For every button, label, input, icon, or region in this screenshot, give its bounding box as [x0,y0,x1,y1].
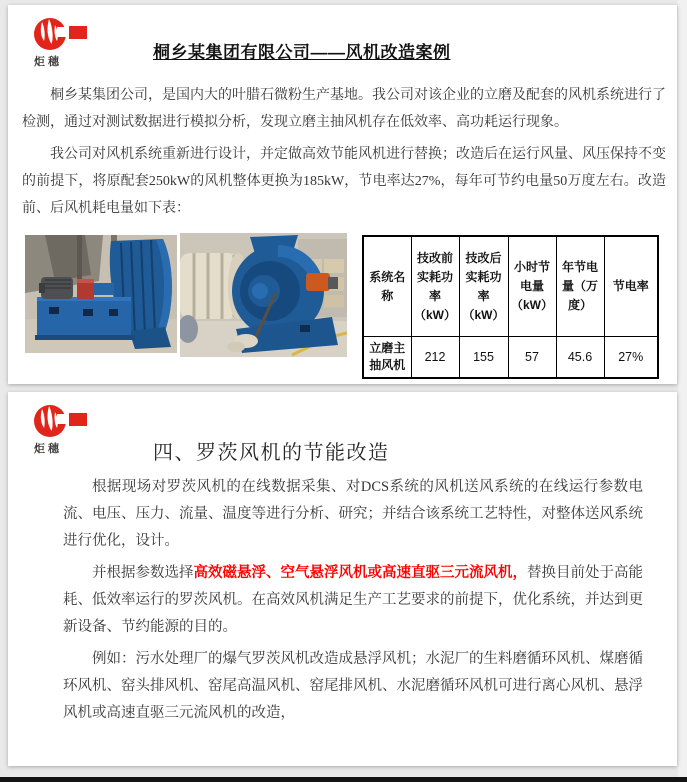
section-heading: 四、罗茨风机的节能改造 [153,442,390,464]
page-title: 桐乡某集团有限公司——风机改造案例 [153,43,451,62]
cell-hourly-saving: 57 [508,337,556,379]
paragraph-3: 例如：污水处理厂的爆气罗茨风机改造成悬浮风机；水泥厂的生料磨循环风机、煤磨循环风机、窑头排风机、窑尾高温风机、窑尾排风机、水泥磨循环风机可进行离心风机、悬浮风机或高速直驱三元流风机的改造， [63,651,643,721]
company-logo [28,400,98,456]
paragraph-1: 桐乡某集团公司，是国内大的叶腊石微粉生产基地。我公司对该企业的立磨及配套的风机系统进行了检测，通过对测试数据进行模拟分析，发现立磨主抽风机存在低效率、高功耗运行现象。 [22,88,666,130]
fan-photo-after-right [180,233,347,357]
paragraph-2-highlight: 高效磁悬浮、空气悬浮风机或高速直驱三元流风机， [193,565,527,581]
paragraph-2: 我公司对风机系统重新进行设计，并定做高效节能风机进行替换；改造后在运行风量、风压保持不变的前提下，将原配套250kW的风机整体更换为185kW，节电率达27%，每年可节约电量50万度左右。改造前、后风机耗电量如下表： [22,147,666,216]
document-page-1 [8,5,677,384]
page2-body [63,474,643,732]
paragraph-2 [63,560,643,641]
table-row [363,337,658,379]
fan-photo-before-left [25,235,177,353]
paragraph-2-suffix: 替换目前处于高能耗、低效率运行的罗茨风机。在高效风机满足生产工艺要求的前提下，优化系统，并达到更新设备、节约能源的目的。 [63,565,643,635]
paragraph-2-prefix: 并根据参数选择 [92,565,194,581]
document-page-2 [8,392,677,766]
col-header-yearly-saving: 年节电量（万度） [556,236,604,337]
col-header-power-before: 技改前实耗功率（kW） [411,236,459,337]
energy-saving-table [362,235,659,379]
cell-power-after: 155 [459,337,508,379]
cell-power-before: 212 [411,337,459,379]
cell-system-name: 立磨主抽风机 [363,337,411,379]
paragraph-1: 根据现场对罗茨风机的在线数据采集、对DCS系统的风机送风系统的在线运行参数电流、电压、压力、流量、温度等进行分析、研究；并结合该系统工艺特性，对整体送风系统进行优化，设计。 [63,479,643,549]
viewport-right-margin [678,0,687,782]
blue-centrifugal-fan-photo-icon [25,235,177,353]
col-header-hourly-saving: 小时节电量（kW） [508,236,556,337]
col-header-power-after: 技改后实耗功率（kW） [459,236,508,337]
cell-yearly-saving: 45.6 [556,337,604,379]
cell-saving-rate: 27% [604,337,658,379]
logo-wordmark: 炬穗 [34,443,62,455]
table-header-row [363,236,658,337]
col-header-saving-rate: 节电率 [604,236,658,337]
blue-fan-with-pipe-photo-icon [180,233,347,357]
logo-wordmark: 炬穗 [34,56,62,68]
page1-body [22,82,666,227]
col-header-system: 系统名称 [363,236,411,337]
company-logo [28,13,98,69]
bottom-window-edge [0,777,687,782]
